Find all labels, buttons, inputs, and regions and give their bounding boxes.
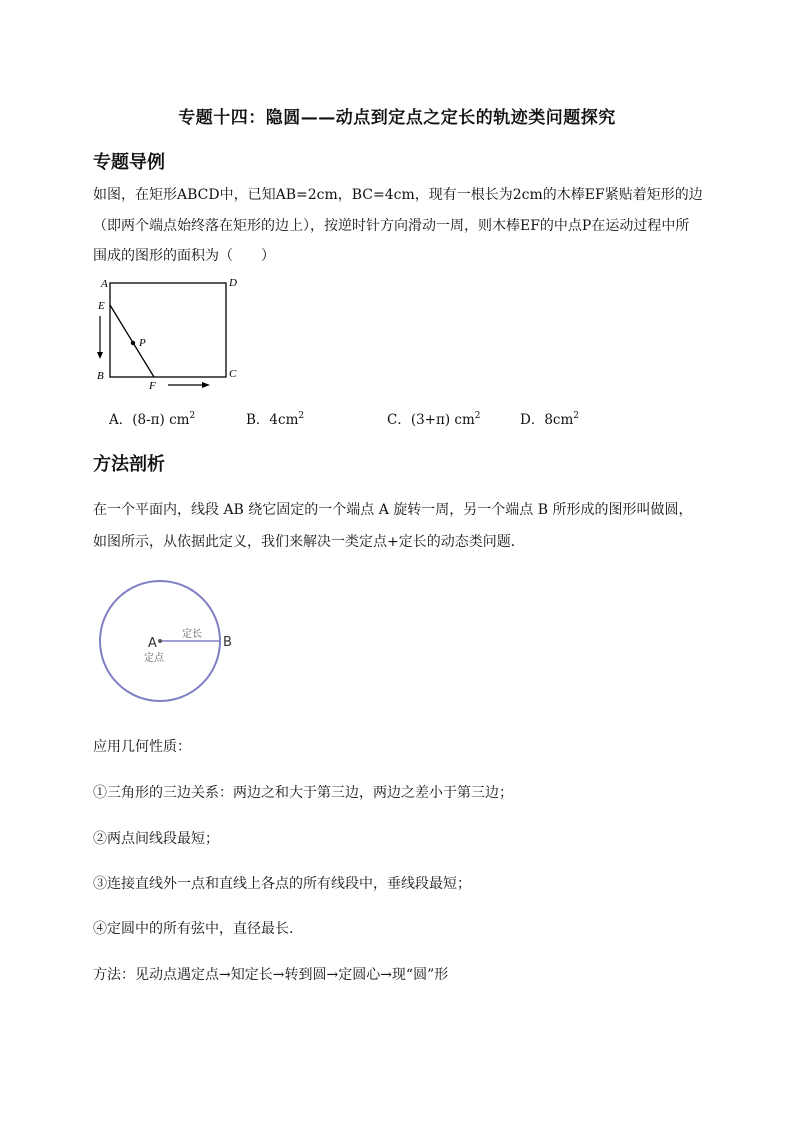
- label-c: C: [229, 368, 237, 380]
- method-line-1: 在一个平面内，线段 AB 绕它固定的一个端点 A 旋转一周，另一个端点 B 所形成的图形叫做圆，: [93, 502, 693, 518]
- example-line-1: 如图，在矩形ABCD中，已知AB=2cm，BC=4cm，现有一根长为2cm的木棒EF紧贴着矩形的边: [93, 187, 703, 203]
- label-center-a: A: [148, 636, 157, 651]
- page-title: 专题十四：隐圆——动点到定点之定长的轨迹类问题探究: [178, 108, 616, 128]
- example-line-2: （即两个端点始终落在矩形的边上），按逆时针方向滑动一周，则木棒EF的中点P在运动过程中所: [93, 218, 690, 234]
- label-fixed-length: 定长: [182, 629, 202, 640]
- section-heading-example: 专题导例: [93, 152, 165, 173]
- label-e: E: [98, 300, 105, 312]
- arrow-right-head: [202, 382, 210, 388]
- label-a: A: [101, 278, 108, 290]
- choice-a[interactable]: A．(8-π) $cm^2$: [109, 411, 196, 428]
- choice-c[interactable]: C．(3+π) $cm^2$: [387, 411, 481, 428]
- method-summary: 方法：见动点遇定点→知定长→转到圆→定圆心→现“圆”形: [93, 967, 449, 983]
- label-d: D: [229, 277, 237, 289]
- label-f: F: [149, 380, 156, 392]
- property-4: ④定圆中的所有弦中，直径最长．: [93, 921, 303, 937]
- property-3: ③连接直线外一点和直线上各点的所有线段中，垂线段最短；: [93, 876, 471, 892]
- arrow-down-head: [97, 352, 103, 359]
- property-1: ①三角形的三边关系：两边之和大于第三边，两边之差小于第三边；: [93, 785, 513, 801]
- label-fixed-point: 定点: [144, 653, 164, 664]
- choice-b[interactable]: B．$4cm^2$: [246, 411, 305, 428]
- rectangle-abcd: [110, 283, 226, 377]
- rectangle-figure: [92, 272, 252, 398]
- circle-figure: [96, 578, 246, 708]
- section-heading-method: 方法剖析: [93, 454, 165, 475]
- label-b: B: [97, 370, 104, 382]
- stick-ef: [110, 305, 154, 377]
- midpoint-p: [131, 341, 135, 345]
- property-2: ②两点间线段最短；: [93, 831, 219, 847]
- choice-d[interactable]: D．$8cm^2$: [520, 411, 580, 428]
- method-line-2: 如图所示，从依据此定义，我们来解决一类定点+定长的动态类问题．: [93, 534, 525, 550]
- properties-heading: 应用几何性质：: [93, 739, 191, 755]
- example-line-3: 围成的图形的面积为（ ）: [93, 248, 275, 264]
- center-point: [158, 639, 162, 643]
- label-point-b: B: [223, 635, 232, 650]
- label-p: P: [139, 337, 146, 349]
